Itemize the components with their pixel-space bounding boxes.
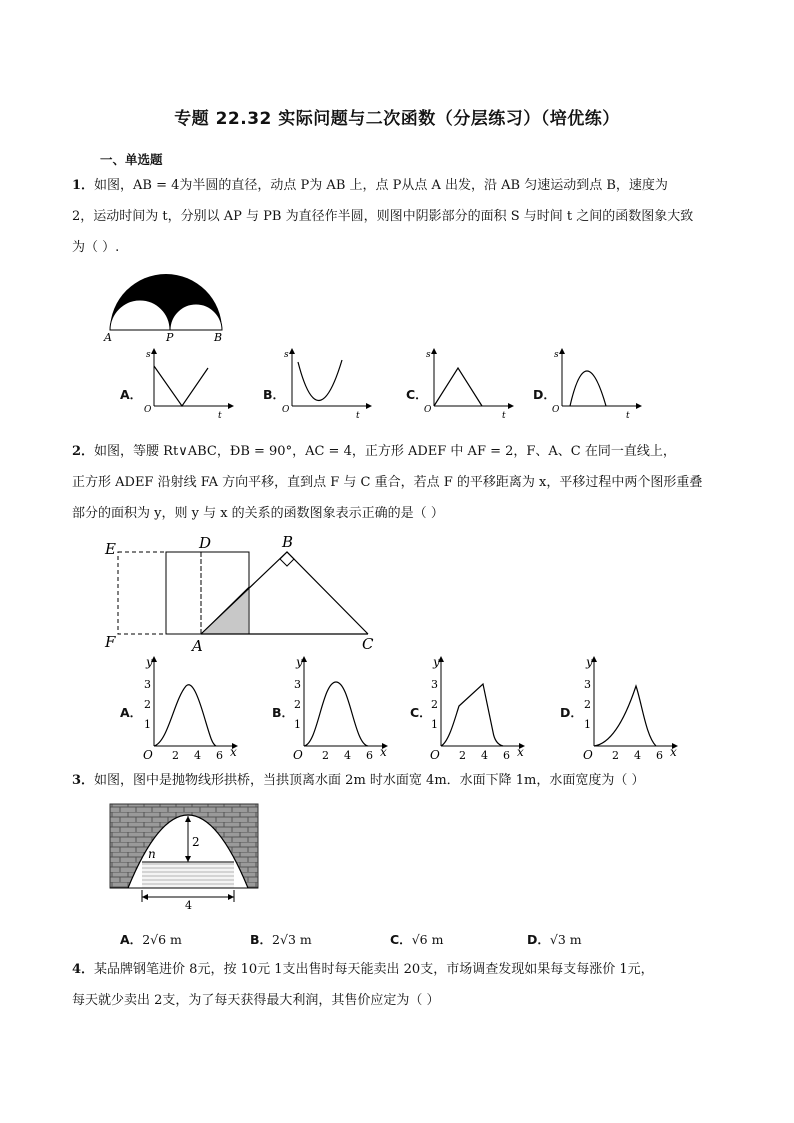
tick-4: 4 bbox=[634, 749, 641, 760]
label-height: 2 bbox=[192, 835, 200, 849]
axis-x: x bbox=[230, 745, 237, 759]
option-letter: D． bbox=[527, 932, 550, 947]
tick-6: 6 bbox=[503, 749, 510, 760]
tick-6: 6 bbox=[366, 749, 373, 760]
axis-t: t bbox=[626, 411, 630, 420]
option-letter: A． bbox=[120, 932, 143, 947]
axis-origin: O bbox=[293, 748, 303, 760]
label-f: F bbox=[105, 633, 116, 651]
option-c-label: C． bbox=[410, 705, 432, 720]
question-text: 部分的面积为 y，则 y 与 x 的关系的函数图象表示正确的是（ ） bbox=[72, 506, 444, 521]
axis-origin: O bbox=[430, 748, 440, 760]
tick-4: 4 bbox=[194, 749, 201, 760]
option-c-label: C． bbox=[406, 387, 428, 402]
question-text: 如图，等腰 Rt∨ABC，ÐB = 90°，AC = 4，正方形 ADEF 中 AF = 2，F、A、C 在同一直线上， bbox=[94, 444, 676, 459]
option-letter: C． bbox=[390, 932, 412, 947]
option-b-label: B． bbox=[263, 387, 286, 402]
q2-graph-c bbox=[427, 652, 532, 760]
option-d bbox=[527, 930, 582, 948]
q2-graph-b bbox=[290, 652, 395, 760]
label-n: n bbox=[148, 847, 156, 861]
tick-4: 4 bbox=[481, 749, 488, 760]
tick-y2: 2 bbox=[431, 698, 438, 711]
question-3 bbox=[72, 765, 732, 796]
tick-y2: 2 bbox=[144, 698, 151, 711]
q1-graph-b bbox=[278, 348, 373, 420]
option-d-label: D． bbox=[560, 705, 583, 720]
option-c bbox=[390, 930, 443, 948]
tick-2: 2 bbox=[322, 749, 329, 760]
label-a: A bbox=[192, 637, 203, 655]
question-text: 正方形 ADEF 沿射线 FA 方向平移，直到点 F 与 C 重合，若点 F 的平移距离为 x，平移过程中两个图形重叠 bbox=[72, 475, 703, 490]
axis-y: y bbox=[146, 655, 153, 669]
axis-t: t bbox=[218, 411, 222, 420]
tick-2: 2 bbox=[612, 749, 619, 760]
tick-6: 6 bbox=[216, 749, 223, 760]
option-b bbox=[250, 930, 312, 948]
tick-y3: 3 bbox=[144, 678, 151, 691]
option-a-label: A． bbox=[120, 705, 143, 720]
square-triangle-figure bbox=[100, 530, 380, 655]
question-text: 2，运动时间为 t，分别以 AP 与 PB 为直径作半圆，则图中阴影部分的面积 S 与时间 t 之间的函数图象大致 bbox=[72, 209, 694, 224]
tick-y3: 3 bbox=[584, 678, 591, 691]
q2-graph-d bbox=[580, 652, 685, 760]
option-a-label: A． bbox=[120, 387, 143, 402]
tick-2: 2 bbox=[172, 749, 179, 760]
label-p: P bbox=[166, 331, 174, 344]
axis-origin: O bbox=[143, 748, 153, 760]
q1-graph-a bbox=[140, 348, 235, 420]
axis-x: x bbox=[380, 745, 387, 759]
axis-x: x bbox=[517, 745, 524, 759]
question-2 bbox=[72, 436, 732, 529]
question-text: 如图，图中是抛物线形拱桥，当拱顶离水面 2m 时水面宽 4m．水面下降 1m，水面宽度为（ ） bbox=[94, 773, 645, 788]
axis-origin: O bbox=[282, 405, 290, 415]
tick-y2: 2 bbox=[584, 698, 591, 711]
question-number: 3． bbox=[72, 773, 95, 788]
axis-origin: O bbox=[552, 405, 560, 415]
axis-t: t bbox=[356, 411, 360, 420]
axis-y: y bbox=[296, 655, 303, 669]
question-text: 每天就少卖出 2支，为了每天获得最大利润，其售价应定为（ ） bbox=[72, 993, 440, 1008]
tick-6: 6 bbox=[656, 749, 663, 760]
axis-origin: O bbox=[583, 748, 593, 760]
option-value: √3 m bbox=[549, 932, 582, 947]
option-b-label: B． bbox=[272, 705, 295, 720]
option-d-label: D． bbox=[533, 387, 556, 402]
axis-t: t bbox=[502, 411, 506, 420]
option-a bbox=[120, 930, 182, 948]
label-e: E bbox=[105, 540, 116, 558]
tick-4: 4 bbox=[344, 749, 351, 760]
label-b: B bbox=[214, 331, 223, 344]
question-number: 2． bbox=[72, 444, 95, 459]
label-d: D bbox=[199, 534, 212, 552]
option-letter: B． bbox=[250, 932, 273, 947]
tick-y1: 1 bbox=[431, 718, 438, 731]
axis-s: s bbox=[554, 350, 559, 360]
section-heading: 一、单选题 bbox=[100, 152, 163, 167]
label-a: A bbox=[104, 331, 112, 344]
question-number: 4． bbox=[72, 962, 95, 977]
axis-origin: O bbox=[424, 405, 432, 415]
question-1 bbox=[72, 170, 732, 263]
q2-graph-a bbox=[140, 652, 245, 760]
axis-origin: O bbox=[144, 405, 152, 415]
semicircle-figure bbox=[100, 270, 230, 345]
tick-2: 2 bbox=[459, 749, 466, 760]
tick-y1: 1 bbox=[294, 718, 301, 731]
label-c: C bbox=[362, 635, 374, 653]
q1-graph-c bbox=[420, 348, 515, 420]
axis-s: s bbox=[146, 350, 151, 360]
label-width: 4 bbox=[185, 899, 192, 910]
question-number: 1． bbox=[72, 178, 95, 193]
q1-graph-d bbox=[548, 348, 643, 420]
option-value: 2√6 m bbox=[142, 932, 182, 947]
question-text: 某品牌钢笔进价 8元，按 10元 1支出售时每天能卖出 20支，市场调查发现如果每支每涨价 1元， bbox=[94, 962, 654, 977]
tick-y3: 3 bbox=[431, 678, 438, 691]
question-4 bbox=[72, 954, 732, 1016]
axis-y: y bbox=[433, 655, 440, 669]
tick-y1: 1 bbox=[584, 718, 591, 731]
question-text: 为（ ）. bbox=[72, 240, 120, 255]
tick-y3: 3 bbox=[294, 678, 301, 691]
axis-s: s bbox=[284, 350, 289, 360]
tick-y1: 1 bbox=[144, 718, 151, 731]
axis-x: x bbox=[670, 745, 677, 759]
option-value: √6 m bbox=[411, 932, 444, 947]
tick-y2: 2 bbox=[294, 698, 301, 711]
axis-s: s bbox=[426, 350, 431, 360]
page-title: 专题 22.32 实际问题与二次函数（分层练习）（培优练） bbox=[174, 109, 620, 129]
question-text: 如图，AB = 4为半圆的直径，动点 P为 AB 上，点 P从点 A 出发，沿 AB 匀速运动到点 B，速度为 bbox=[94, 178, 668, 193]
axis-y: y bbox=[586, 655, 593, 669]
label-b: B bbox=[282, 533, 294, 551]
arch-bridge-figure bbox=[108, 802, 268, 910]
option-value: 2√3 m bbox=[272, 932, 312, 947]
